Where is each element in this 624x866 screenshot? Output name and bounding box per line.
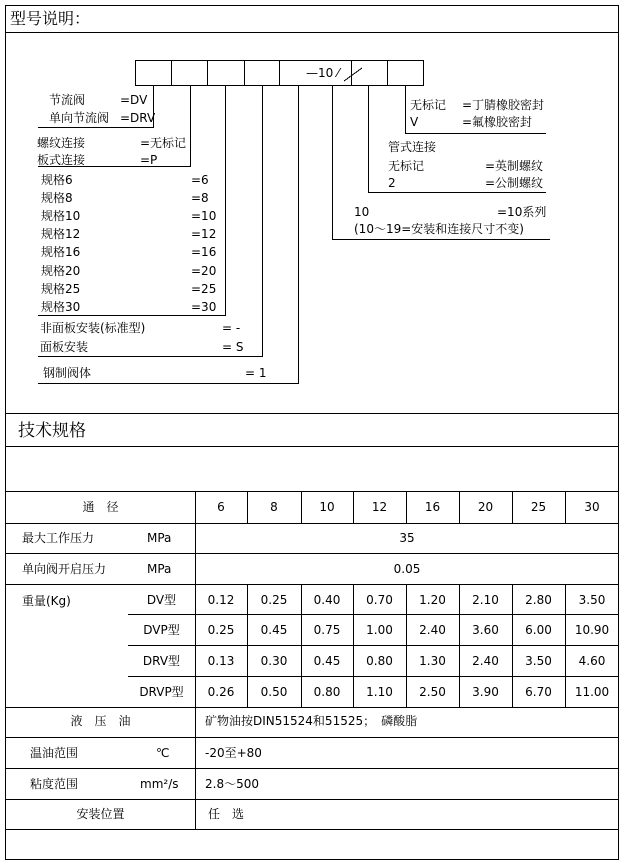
row-unit: ℃: [156, 746, 170, 760]
legend-label: 规格12: [41, 227, 81, 241]
legend-code: =P: [140, 153, 158, 167]
legend-code: =6: [191, 173, 209, 187]
weight-value: 1.00: [366, 623, 393, 637]
row-label: 重量(Kg): [22, 594, 71, 608]
row-label: 安装位置: [76, 807, 125, 821]
legend-label: 规格25: [41, 282, 81, 296]
weight-value: 0.70: [366, 593, 393, 607]
weight-value: 2.10: [472, 593, 499, 607]
weight-value: 11.00: [574, 685, 610, 699]
weight-type: DVP型: [143, 623, 180, 637]
legend-code: =公制螺纹: [485, 176, 544, 190]
header-size: 12: [371, 500, 388, 514]
legend-label: 规格8: [41, 191, 73, 205]
legend-label: 规格20: [41, 264, 81, 278]
header-size: 10: [319, 500, 335, 514]
header-size: 6: [217, 500, 225, 514]
legend-label: 规格30: [41, 300, 81, 314]
legend-code: =DRV: [120, 111, 156, 125]
legend-code: =DV: [120, 93, 148, 107]
weight-value: 6.70: [525, 685, 552, 699]
weight-value: 0.12: [207, 593, 235, 607]
weight-value: 0.50: [260, 685, 288, 699]
row-value: -20至+80: [205, 746, 262, 760]
header-size: 25: [530, 500, 547, 514]
row-unit: mm²/s: [140, 777, 179, 791]
row-unit: MPa: [147, 531, 172, 545]
weight-value: 0.45: [260, 623, 288, 637]
weight-value: 0.30: [260, 654, 288, 668]
legend-label: 非面板安装(标准型): [40, 321, 146, 335]
row-value: 任 选: [208, 807, 245, 821]
legend-label: V: [410, 115, 419, 129]
row-unit: MPa: [147, 562, 172, 576]
weight-value: 3.50: [525, 654, 552, 668]
weight-value: 10.90: [574, 623, 610, 637]
row-label: 温油范围: [30, 746, 79, 760]
header-size: 8: [270, 500, 278, 514]
legend-code: =20: [191, 264, 217, 278]
weight-type: DRVP型: [139, 685, 184, 699]
row-label: 液 压 油: [70, 714, 131, 728]
row-value: 2.8～500: [205, 777, 259, 791]
weight-value: 0.80: [366, 654, 393, 668]
legend-label: 无标记: [410, 98, 447, 112]
legend-code: =氟橡胶密封: [462, 115, 533, 129]
legend-label: 10: [354, 205, 370, 219]
legend-label: 钢制阀体: [43, 366, 92, 380]
weight-value: 0.45: [313, 654, 341, 668]
legend-code: =8: [191, 191, 209, 205]
weight-value: 0.75: [313, 623, 341, 637]
weight-value: 3.50: [578, 593, 606, 607]
legend-label: 规格6: [41, 173, 73, 187]
weight-value: 2.80: [525, 593, 552, 607]
legend-label: 规格16: [41, 245, 81, 259]
legend-code: =丁腈橡胶密封: [462, 98, 545, 112]
row-value: 0.05: [393, 562, 421, 576]
weight-value: 1.30: [419, 654, 446, 668]
legend-code: = 1: [245, 366, 267, 380]
weight-value: 0.13: [207, 654, 235, 668]
legend-code: =无标记: [140, 136, 187, 150]
weight-value: 4.60: [578, 654, 606, 668]
weight-value: 2.50: [419, 685, 446, 699]
legend-label: 无标记: [388, 159, 425, 173]
legend-code: =30: [191, 300, 217, 314]
header-size: 16: [424, 500, 441, 514]
code-series-text: —10 ⁄: [306, 66, 340, 80]
legend-code: =10: [191, 209, 217, 223]
weight-type: DV型: [146, 593, 177, 607]
weight-value: 2.40: [472, 654, 499, 668]
legend-label: 面板安装: [40, 340, 89, 354]
section-title-spec: 技术规格: [18, 421, 86, 441]
legend-label: 单向节流阀: [49, 111, 110, 125]
legend-label: 板式连接: [37, 153, 86, 167]
weight-value: 0.26: [207, 685, 235, 699]
header-label: 通 径: [82, 500, 119, 514]
row-value: 矿物油按DIN51524和51525； 磷酸脂: [205, 714, 418, 728]
row-value: 35: [399, 531, 415, 545]
row-label: 最大工作压力: [22, 531, 95, 545]
section-title-model: 型号说明：: [10, 9, 91, 28]
weight-value: 2.40: [419, 623, 446, 637]
row-label: 单向阀开启压力: [22, 562, 107, 576]
legend-label: 规格10: [41, 209, 81, 223]
weight-type: DRV型: [142, 654, 181, 668]
weight-value: 3.90: [472, 685, 499, 699]
weight-value: 1.20: [419, 593, 446, 607]
weight-value: 0.40: [313, 593, 341, 607]
legend-note: (10～19=安装和连接尺寸不变): [354, 222, 524, 236]
legend-code: =10系列: [497, 205, 547, 219]
header-size: 20: [477, 500, 494, 514]
legend-code: =25: [191, 282, 217, 296]
weight-value: 3.60: [472, 623, 499, 637]
legend-code: = -: [222, 321, 241, 335]
legend-heading: 管式连接: [388, 140, 437, 154]
weight-value: 0.25: [260, 593, 288, 607]
header-size: 30: [584, 500, 600, 514]
weight-value: 1.10: [366, 685, 393, 699]
legend-label: 2: [388, 176, 396, 190]
weight-value: 0.25: [207, 623, 235, 637]
legend-code: =英制螺纹: [485, 159, 544, 173]
weight-value: 0.80: [313, 685, 341, 699]
legend-label: 节流阀: [49, 93, 86, 107]
legend-code: =16: [191, 245, 217, 259]
legend-code: = S: [222, 340, 244, 354]
weight-value: 6.00: [525, 623, 552, 637]
row-label: 粘度范围: [30, 777, 79, 791]
legend-code: =12: [191, 227, 217, 241]
legend-label: 螺纹连接: [37, 136, 86, 150]
